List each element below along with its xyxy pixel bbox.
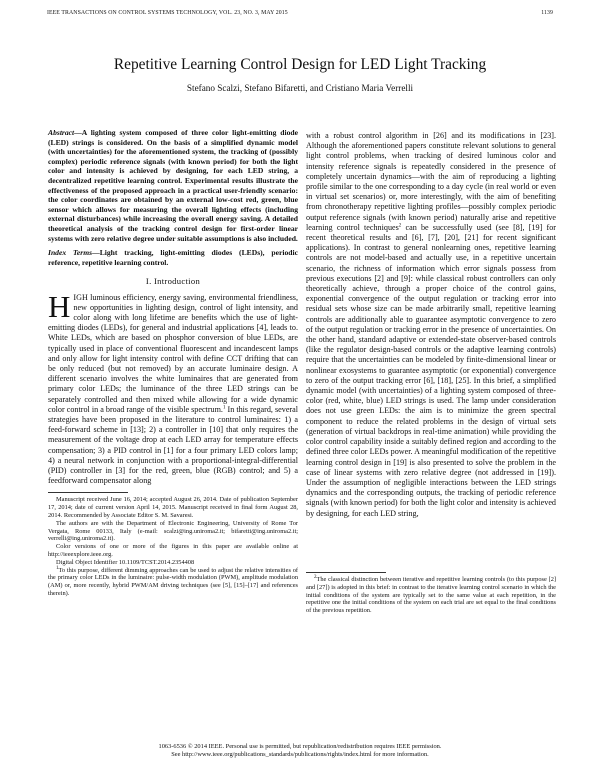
- footer-line-1: 1063-6536 © 2014 IEEE. Personal use is permitted, but republication/redistribution requires IEEE permission.: [158, 743, 442, 750]
- footnote-rule: [48, 492, 128, 493]
- right-column: [306, 131, 556, 519]
- intro-paragraph-left: [48, 288, 298, 487]
- index-terms-text: Light tracking, light-emitting diodes (LEDs), periodic reference, repetitive learning control.: [48, 248, 298, 267]
- intro-text-1: IGH luminous efficiency, energy saving, environmental friendliness, new opportunities in lighting design, control of light intensity, and color along with long lifetime are benefits which the use of light-emitting diodes (LEDs), for general and industrial applications [4], leads to. White LEDs, which are based on phosphor conversion of blue LEDs, are typically used in place of conventional fluorescent and incandescent lamps and only allow for light intensity control with define CCT drifting that can be only reduced (but not removed) by an accurate luminaire design. A different scenario involves the white luminaires that are generated from primary color LEDs; the luminance of the three LED strings can be separately controlled and then mixed while allowing for a wide dynamic color control in a broad range of the visible spectrum.: [48, 292, 298, 414]
- footnote-authors: The authors are with the Department of Electronic Engineering, University of Rome Tor Vergata, Rome 00133, Italy (e-mail: scalzi@ing.uniroma2.it; bifaretti@ing.uniroma2.it; verrelli@ing.uniroma2.it).: [48, 519, 298, 543]
- page-number: 1139: [541, 10, 553, 16]
- footnotes-left: [48, 496, 298, 597]
- section-heading-introduction: I. Introduction: [145, 276, 201, 287]
- footnote-1-text: To this purpose, different dimming approaches can be used to adjust the relative intensities of the primary color LEDs in the luminaire: pulse-width modulation (PWM), amplitude modulation (AM) or, more recently, hybrid PWM/AM driving techniques (see [5], [15]–[17] and references therein).: [48, 566, 298, 597]
- footnote-mark-2: 2: [398, 223, 402, 229]
- copyright-footer: [0, 743, 600, 759]
- footnote-2: [306, 576, 556, 615]
- footnote-2-mark: 2: [314, 574, 317, 580]
- footnotes-right: [306, 572, 556, 615]
- footnote-manuscript: Manuscript received June 16, 2014; accepted August 26, 2014. Date of publication September 17, 2014; date of current version April 14, 2015. Manuscript received in final form August 28, 2014. Recommended by Associate Editor S. M. Savaresi.: [48, 496, 298, 519]
- footnote-mark-1: 1: [222, 405, 226, 411]
- paper-title: Repetitive Learning Control Design for LED Light Tracking: [113, 56, 487, 73]
- abstract-text: A lighting system composed of three color light-emitting diode (LED) strings is considered. On the basis of a simplified dynamic model (with uncertainties) for the aforementioned system, the tracking of (possibly complex) periodic reference signals (with known period) for both the light color and intensity is achieved by designing, for each LED string, a decentralized repetitive learning control. Experimental results illustrate the effectiveness of the proposed approach in a practical user-friendly scenario: the color coordinates are obtained by an external low-cost red, green, blue sensor which allows for measuring the overall lighting effects (including external disturbances) while increasing the overall energy saving. A detailed theoretical analysis of the tracking control design for first-order linear systems with zero relative degree under suitable assumptions is also included.: [48, 128, 298, 243]
- paper-authors: Stefano Scalzi, Stefano Bifaretti, and Cristiano Maria Verrelli: [186, 83, 414, 93]
- intro-paragraph-right: [306, 131, 556, 519]
- index-terms: Index Terms—Light tracking, light-emitting diodes (LEDs), periodic reference, repetitive learning control.: [48, 248, 298, 267]
- footnote-doi: Digital Object Identifier 10.1109/TCST.2014.2354408: [56, 558, 195, 566]
- abstract-label: Abstract: [48, 128, 75, 137]
- right-text-2: can be successfully used (see [8], [19] for recent theoretical results and [6], [7], [20], [21] for recent significant applications). In contrast to general nonlearning ones, repetitive learning controls are not model-based and actually use, in a repetitive uncertain scenario, the richness of information which error signals possess from previous executions [2] and [9]: while classical robust controllers can only theoretically achieve, through a proper choice of the control gains, exponential convergence of the output regulation or tracking error into residual sets whose size can be made arbitrarily small, repetitive learning controls are additionally able to guarantee asymptotic convergence to zero of the output regulation or tracking error in the presence of uncertainties. On the other hand, standard adaptive or extended-state observer-based controls (like the regulator design-based controls or the adaptive learning controls) require that the uncertainties can be modeled by finite-dimensional linear or nonlinear exosystems to guarantee asymptotic (or exponential) convergence to zero of the output tracking error [6], [18], [25]. In this brief, a simplified dynamic model (with uncertainties) of a lighting system composed of three-color (red, white, blue) LED strings is used. The lamp under consideration does not use green LEDs: the aim is to minimize the green spectral component to reduce the related problems in the design of virtual sets (generation of virtual backdrops in real-time animation) while providing the color control capability inside a suitably defined region and according to the defined three color LEDs power. A meaningful modification of the repetitive learning control design in [19] is also presented to solve the problem in the case of linear systems with zero relative degree (not addressed in [19]). Under the assumption of negligible interactions between the LED strings dynamics and the corresponding outputs, the tracking of periodic reference signals (with known period) for both the light color and intensity is achieved by designing, for each LED string,: [306, 222, 556, 518]
- abstract: Abstract—A lighting system composed of three color light-emitting diode (LED) strings is considered. On the basis of a simplified dynamic model (with uncertainties) for the aforementioned system, the tracking of (possibly complex) periodic reference signals (with known period) for both the light color and intensity is achieved by designing, for each LED string, a decentralized repetitive learning control. Experimental results illustrate the effectiveness of the proposed approach in a practical user-friendly scenario: the color coordinates are obtained by an external low-cost red, green, blue sensor which allows for measuring the overall lighting effects (including external disturbances) while increasing the overall energy saving. A detailed theoretical analysis of the tracking control design for first-order linear systems with zero relative degree under suitable assumptions is also included.: [48, 128, 298, 243]
- footnote-1: [48, 567, 298, 598]
- intro-text-2: In this regard, several strategies have been proposed in the literature to control luminaires: 1) a feed-forward scheme in [13]; 2) a controller in [10] that only requires the measurement of the voltage drop at each LED array for temperature effects compensation; 3) a PID control in [1] for a four primary LED colors lamp; 4) a neural network in conjunction with a proportional-integral-differential (PID) controller in [3] for the red, green, blue (RGB) control; and 5) a feedforward compensator along: [48, 404, 298, 486]
- dropcap: H: [48, 288, 71, 324]
- footer-line-2: See http://www.ieee.org/publications_standards/publications/rights/index.html for more information.: [171, 751, 429, 759]
- footnote-color: Color versions of one or more of the figures in this paper are available online at http://ieeexplore.ieee.org.: [48, 543, 298, 558]
- index-terms-label: Index Terms: [48, 248, 93, 258]
- footnote-2-text: The classical distinction between iterative and repetitive learning controls (to this purpose [2] and [27]) is adopted in this brief: in contrast to the iterative learning control scenario in which the initial conditions of the system are typically set to the same value at each repetition, in the repetitive one the initial conditions of the system on each trial are set equal to the final conditions of the previous repetition.: [306, 576, 556, 615]
- right-text-1: with a robust control algorithm in [26] and its modifications in [23]. Although the aforementioned papers constitute relevant solutions to general light control problems, when tracking of desired luminous color and intensity reference signals is repeatedly considered in the presence of completely uncertain dynamics—with the aim of reproducing a lighting profile similar to the one corresponding to a day cycle (in real world or even in virtual set scenarios) or, more interestingly, with the aim of benefiting from chronotherapy repetitive lighting profiles—possibly complex periodic output reference signals (with known period) naturally arise and repetitive learning control techniques: [306, 131, 556, 232]
- journal-header: IEEE TRANSACTIONS ON CONTROL SYSTEMS TECHNOLOGY, VOL. 23, NO. 3, MAY 2015: [47, 10, 288, 16]
- footnote-rule-right: [306, 572, 386, 573]
- footnote-1-mark: 1: [56, 565, 59, 571]
- left-column: [48, 128, 298, 598]
- running-header: [47, 10, 553, 24]
